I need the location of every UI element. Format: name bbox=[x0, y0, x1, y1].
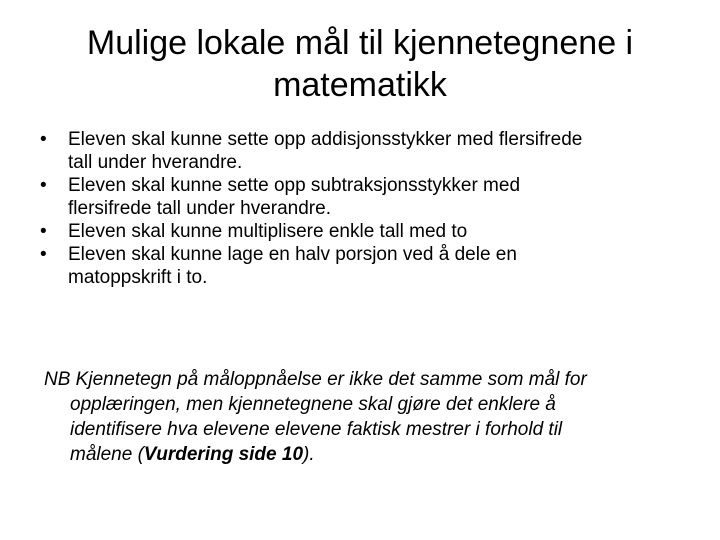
bullet-icon: • bbox=[40, 175, 47, 196]
bullet-icon: • bbox=[40, 244, 47, 265]
note-line-3: identifisere hva elevene elevene faktisk mestrer i forhold til bbox=[70, 419, 563, 440]
goal-item-4 bbox=[36, 243, 686, 289]
slide-title-line-2: matematikk bbox=[273, 66, 447, 104]
goal-item-4-line-2: matoppskrift i to. bbox=[68, 267, 208, 288]
slide-title-line-1: Mulige lokale mål til kjennetegnene i bbox=[86, 24, 634, 62]
note-reference: Vurdering side 10 bbox=[143, 444, 304, 465]
goal-item-4-line-1: Eleven skal kunne lage en halv porsjon ved å dele en bbox=[68, 244, 517, 265]
note-line-2: opplæringen, men kjennetegnene skal gjøre det enklere å bbox=[70, 394, 556, 415]
goal-item-1-line-1: Eleven skal kunne sette opp addisjonsstykker med flersifrede bbox=[68, 129, 583, 150]
goal-list bbox=[36, 128, 686, 289]
goal-item-3 bbox=[36, 220, 686, 243]
bullet-icon: • bbox=[40, 221, 47, 242]
note-paragraph bbox=[44, 367, 710, 467]
bullet-icon: • bbox=[40, 129, 47, 150]
goal-item-2 bbox=[36, 174, 686, 220]
note-line-4-start: målene ( bbox=[70, 444, 144, 465]
goal-item-1 bbox=[36, 128, 686, 174]
goal-item-2-line-2: flersifrede tall under hverandre. bbox=[68, 198, 331, 219]
note-line-1: NB Kjennetegn på måloppnåelse er ikke det samme som mål for bbox=[44, 369, 587, 390]
goal-item-3-line-1: Eleven skal kunne multiplisere enkle tall med to bbox=[68, 221, 468, 242]
goal-item-2-line-1: Eleven skal kunne sette opp subtraksjonsstykker med bbox=[68, 175, 521, 196]
note-line-4-end: ). bbox=[303, 444, 315, 465]
slide-title bbox=[40, 22, 680, 106]
goal-item-1-line-2: tall under hverandre. bbox=[68, 152, 243, 173]
